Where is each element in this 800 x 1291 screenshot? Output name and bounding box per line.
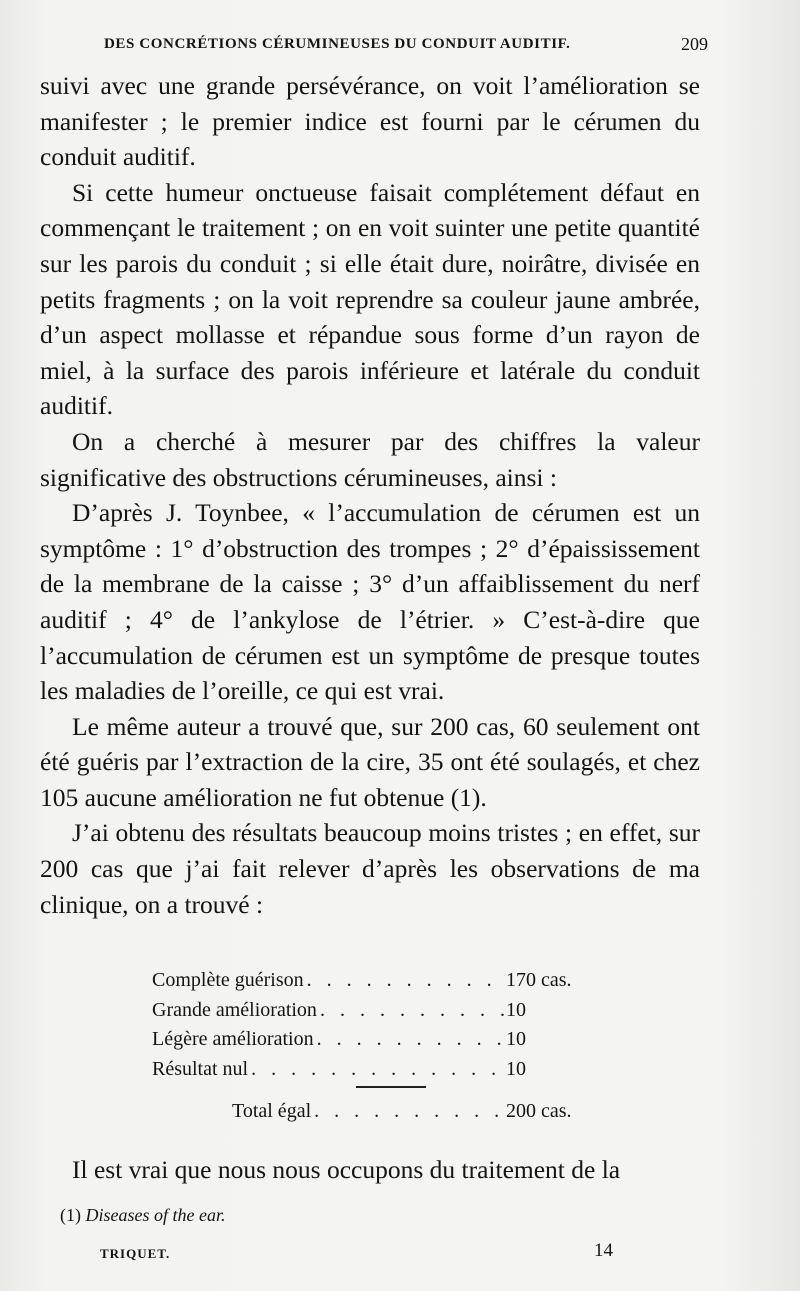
results-row xyxy=(152,1025,592,1055)
body-text xyxy=(40,68,700,922)
printer-signature: TRIQUET. xyxy=(100,1246,171,1261)
result-value: 10 xyxy=(506,1028,526,1050)
results-row xyxy=(152,966,592,996)
footnote-text: Diseases of the ear. xyxy=(85,1205,226,1225)
footnote-marker: (1) xyxy=(60,1205,81,1225)
paragraph: J’ai obtenu des résultats beaucoup moins tristes ; en effet, sur 200 cas que j’ai fait relever d’après les observations de ma clinique, on a trouvé : xyxy=(40,818,700,919)
leader-dots xyxy=(311,1100,506,1123)
result-label: Complète guérison xyxy=(152,969,304,991)
results-row xyxy=(152,1055,592,1085)
paragraph: On a cherché à mesurer par des chiffres la valeur significative des obstructions cérumineuses, ainsi : xyxy=(40,426,700,492)
result-label: Résultat nul xyxy=(152,1057,249,1080)
footnote xyxy=(60,1205,225,1226)
result-value: 10 xyxy=(506,998,526,1021)
page-number: 209 xyxy=(681,34,708,54)
result-label: Légère amélioration xyxy=(152,1028,314,1050)
paragraph-continuation: suivi avec une grande persévérance, on voit l’amélioration se manifester ; le premier indice est fourni par le cérumen du conduit auditif. xyxy=(40,71,700,172)
leader-dots xyxy=(317,996,506,1026)
results-row xyxy=(152,996,592,1026)
leader-dots xyxy=(314,1025,506,1055)
paragraph: Le même auteur a trouvé que, sur 200 cas, 60 seulement ont été guéris par l’extraction de la cire, 35 ont été soulagés, et chez 105 aucune amélioration ne fut obtenue (1). xyxy=(40,711,700,812)
total-label: Total égal xyxy=(232,1100,312,1122)
result-value: 10 xyxy=(506,1057,526,1080)
paragraph-text: Il est vrai que nous nous occupons du traitement de la xyxy=(72,1155,621,1184)
paragraph xyxy=(40,1152,700,1187)
leader-dots xyxy=(304,966,506,996)
page-header xyxy=(40,30,708,64)
total-row xyxy=(232,1100,592,1123)
sum-rule xyxy=(356,1086,426,1088)
paragraph: D’après J. Toynbee, « l’accumulation de cérumen est un symptôme : 1° d’obstruction des trompes ; 2° d’épaississement de la membrane de la caisse ; 3° d’un affaiblissement du nerf auditif ; 4° de l’ankylose de l’étrier. » C’est-à-dire que l’accumulation de cérumen est un symptôme de presque toutes les maladies de l’oreille, ce qui est vrai. xyxy=(40,498,700,706)
sheet-number: 14 xyxy=(594,1240,613,1261)
running-head: DES CONCRÉTIONS CÉRUMINEUSES DU CONDUIT AUDITIF. xyxy=(104,36,571,52)
leader-dots xyxy=(248,1055,506,1085)
results-table xyxy=(152,966,592,1084)
result-label: Grande amélioration xyxy=(152,998,317,1021)
paragraph: Si cette humeur onctueuse faisait complétement défaut en commençant le traitement ; on en voit suinter une petite quantité sur les parois du conduit ; si elle était dure, noirâtre, divisée en petits fragments ; on la voit reprendre sa couleur jaune ambrée, d’un aspect mollasse et répandue sous forme d’un rayon de miel, à la surface des parois inférieure et latérale du conduit auditif. xyxy=(40,177,700,421)
result-value: 170 cas. xyxy=(506,969,572,991)
total-value: 200 cas. xyxy=(506,1100,572,1122)
